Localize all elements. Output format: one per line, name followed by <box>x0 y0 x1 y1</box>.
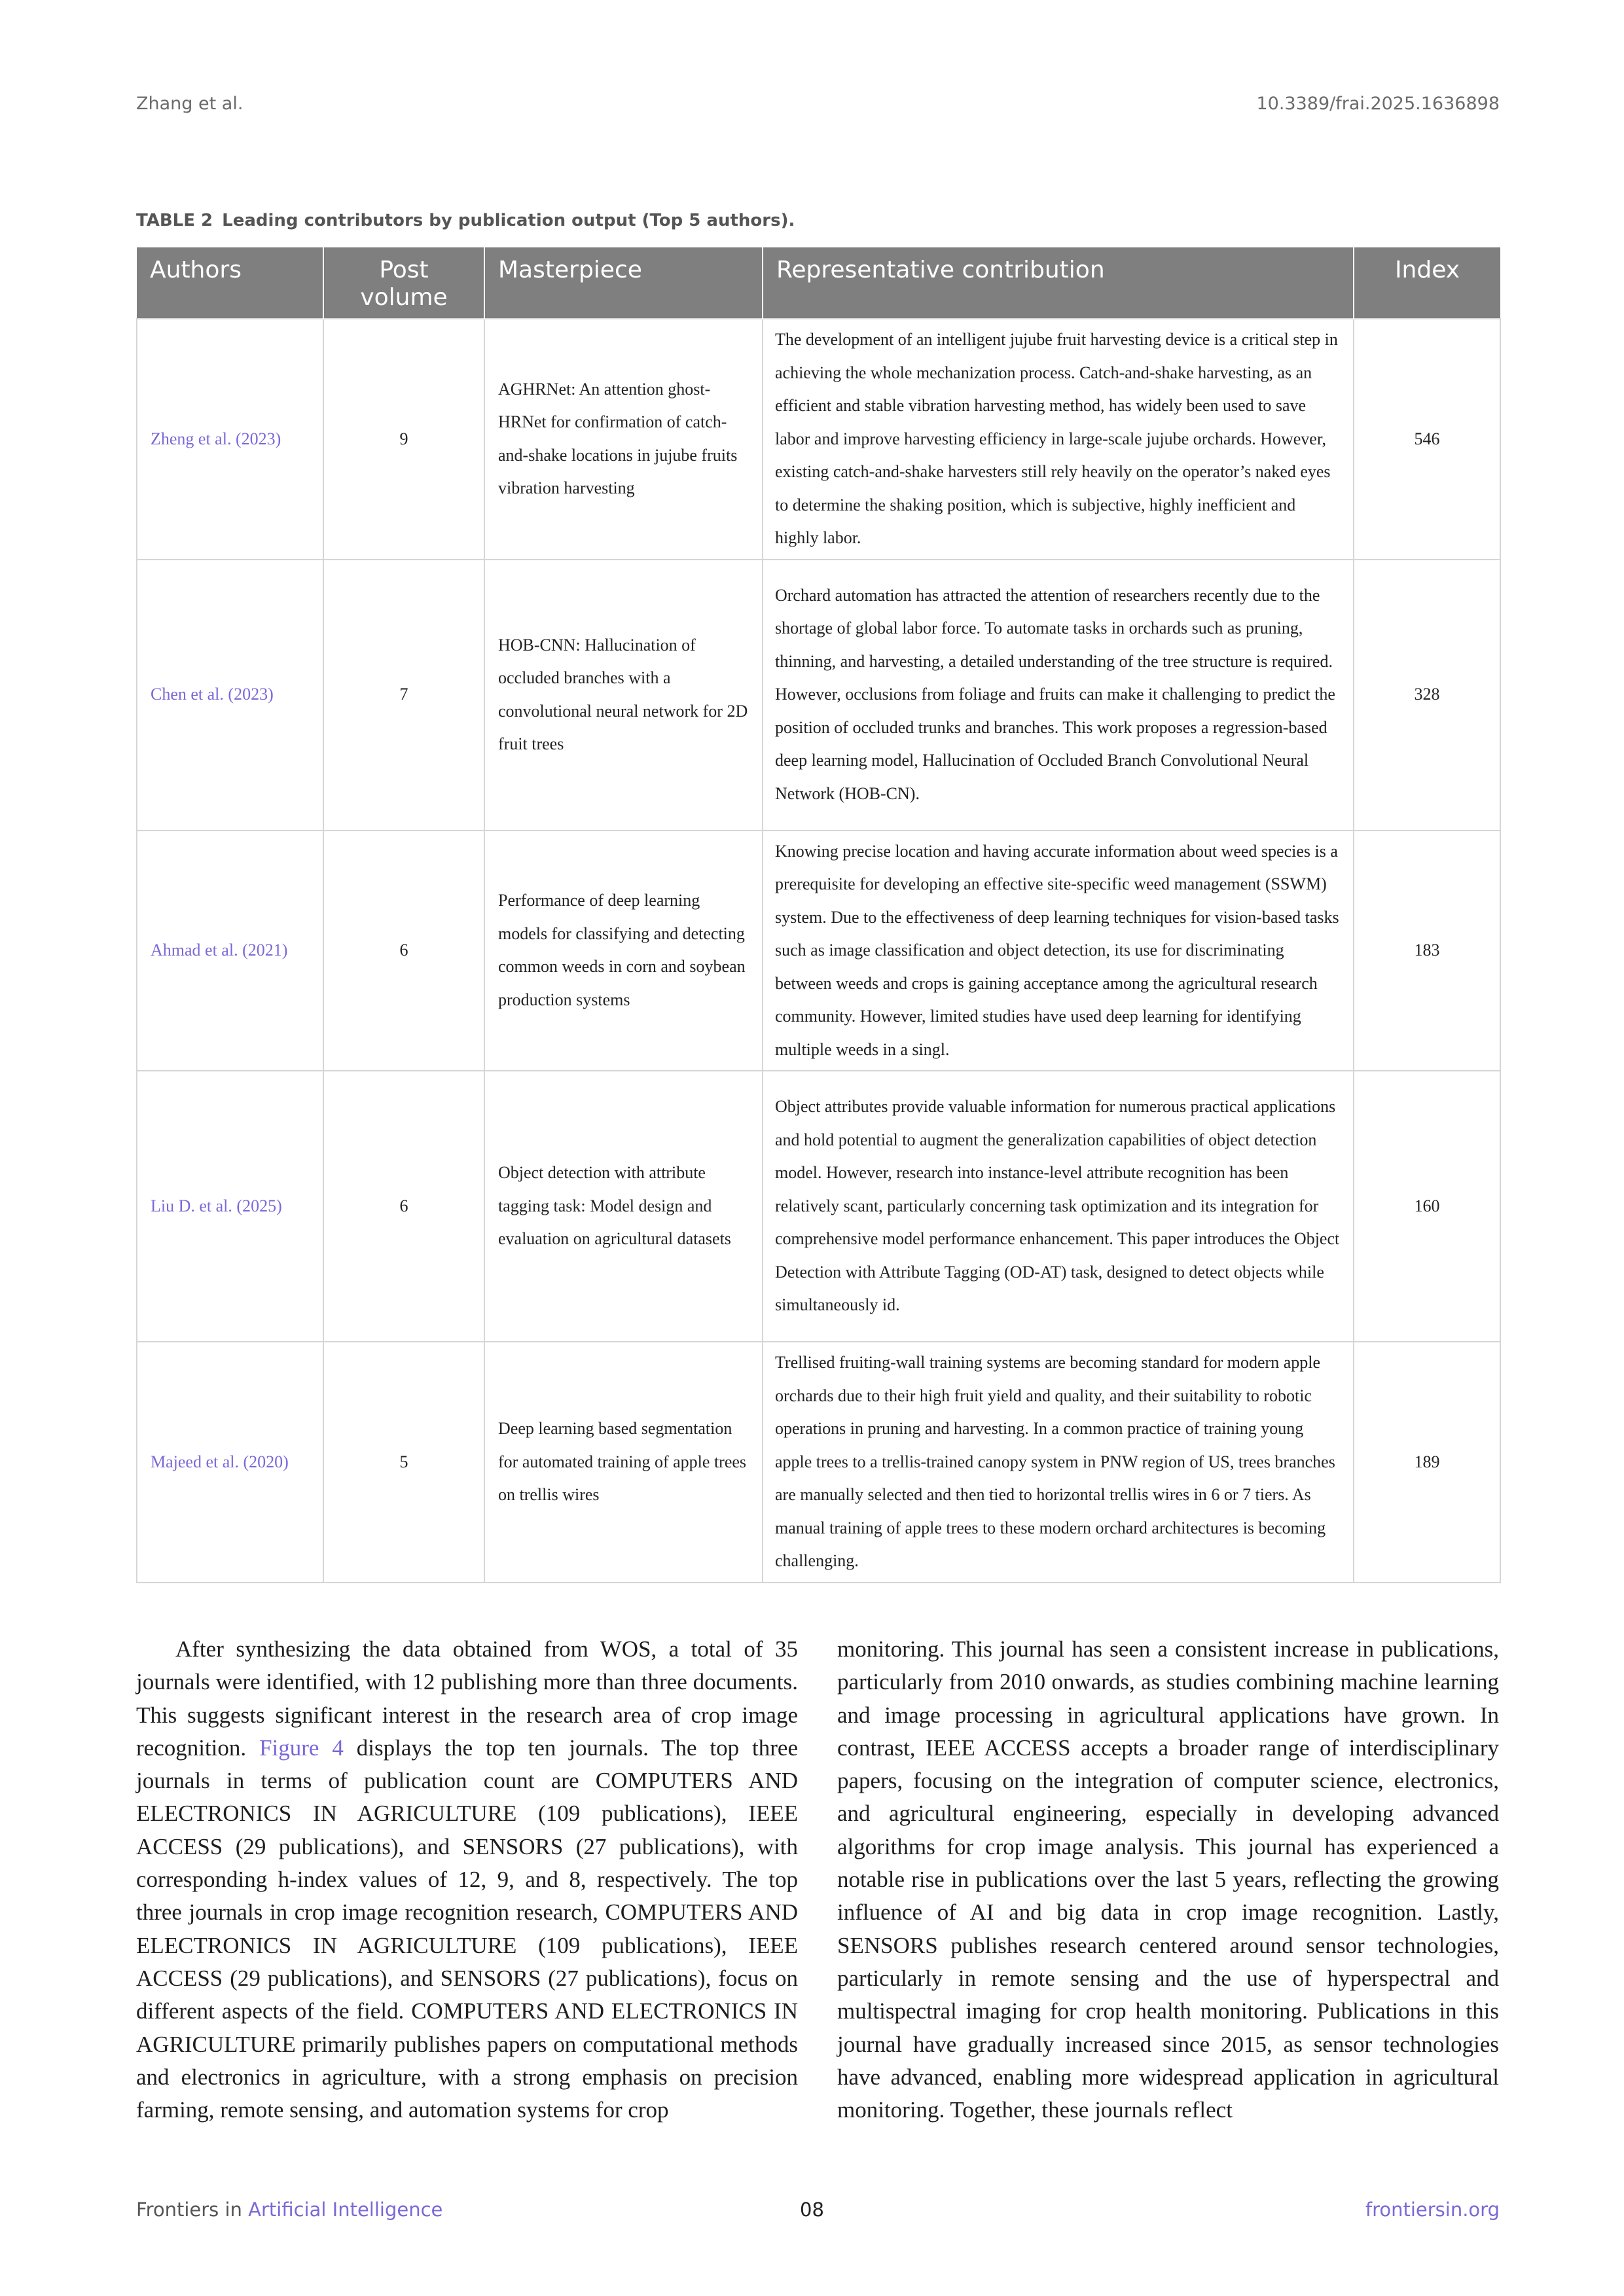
footer-journal-prefix: Frontiers in <box>136 2198 242 2221</box>
masterpiece-cell: Object detection with attribute tagging task: Model design and evaluation on agricultural datasets <box>484 1071 763 1342</box>
footer-site-link[interactable]: frontiersin.org <box>1365 2198 1500 2221</box>
table-row <box>137 1342 1500 1583</box>
body-text: After synthesizing the data obtained from WOS, a total of 35 journals were identified, with 12 publishing more than three documents. This suggests significant interest in the research area of crop image recognition. <box>136 1636 798 1761</box>
column-header-authors: Authors <box>137 247 323 319</box>
contribution-cell: The development of an intelligent jujube fruit harvesting device is a critical step in achieving the whole mechanization process. Catch-and-shake harvesting, as an efficient and stable vibration harvesting method, has widely been used to save labor and improve harvesting efficiency in large-scale jujube orchards. However, existing catch-and-shake harvesters still rely heavily on the operator’s naked eyes to determine the shaking position, which is subjective, highly inefficient and highly labor. <box>763 319 1354 560</box>
post-volume-cell: 9 <box>323 319 484 560</box>
body-text: displays the top ten journals. The top three journals in terms of publication count are COMPUTERS AND ELECTRONICS IN AGRICULTURE (109 publications), IEEE ACCESS (29 publications), and SENSORS (27 publications), with corresponding h-index values of 12, 9, and 8, respectively. The top three journals in crop image recognition research, COMPUTERS AND ELECTRONICS IN AGRICULTURE (109 publications), IEEE ACCESS (29 publications), and SENSORS (27 publications), focus on different aspects of the field. COMPUTERS AND ELECTRONICS IN AGRICULTURE primarily publishes papers on computational methods and electronics in agriculture, with a strong emphasis on precision farming, remote sensing, and automation systems for crop <box>136 1734 798 2123</box>
post-volume-cell: 5 <box>323 1342 484 1583</box>
author-link[interactable]: Ahmad et al. (2021) <box>137 831 323 1071</box>
index-cell: 546 <box>1354 319 1500 560</box>
body-column-right <box>837 1633 1499 2126</box>
post-volume-cell: 6 <box>323 831 484 1071</box>
author-link[interactable]: Zheng et al. (2023) <box>137 319 323 560</box>
table-row <box>137 1071 1500 1342</box>
column-header-post-volume: Post volume <box>323 247 484 319</box>
table-header-row <box>137 247 1500 319</box>
page-number: 08 <box>800 2198 824 2221</box>
footer-journal-name[interactable]: Artificial Intelligence <box>248 2198 443 2221</box>
body-paragraph <box>136 1633 798 2126</box>
post-volume-cell: 6 <box>323 1071 484 1342</box>
table-caption-label: TABLE 2 <box>136 211 213 230</box>
masterpiece-cell: Performance of deep learning models for classifying and detecting common weeds in corn and soybean production systems <box>484 831 763 1071</box>
table-row <box>137 319 1500 560</box>
masterpiece-cell: Deep learning based segmentation for automated training of apple trees on trellis wires <box>484 1342 763 1583</box>
table-row <box>137 560 1500 831</box>
index-cell: 328 <box>1354 560 1500 831</box>
body-paragraph: monitoring. This journal has seen a consistent increase in publications, particularly from 2010 onwards, as studies combining machine learning and image processing in agricultural applications have grown. In contrast, IEEE ACCESS accepts a broader range of interdisciplinary papers, focusing on the integration of computer science, electronics, and agricultural engineering, especially in developing advanced algorithms for crop image analysis. This journal has experienced a notable rise in publications over the last 5 years, reflecting the growing influence of AI and big data in crop image recognition. Lastly, SENSORS publishes research centered around sensor technologies, particularly in remote sensing and the use of hyperspectral and multispectral imaging for crop health monitoring. Publications in this journal have gradually increased since 2015, as sensor technologies have advanced, enabling more widespread application in agricultural monitoring. Together, these journals reflect <box>837 1636 1499 2123</box>
author-link[interactable]: Majeed et al. (2020) <box>137 1342 323 1583</box>
index-cell: 183 <box>1354 831 1500 1071</box>
figure-4-link[interactable]: Figure 4 <box>259 1734 344 1761</box>
contributors-table <box>136 247 1501 1583</box>
contribution-cell: Orchard automation has attracted the attention of researchers recently due to the shortage of global labor force. To automate tasks in orchards such as pruning, thinning, and harvesting, a detailed understanding of the tree structure is required. However, occlusions from foliage and fruits can make it challenging to predict the position of occluded trunks and branches. This work proposes a regression-based deep learning model, Hallucination of Occluded Branch Convolutional Neural Network (HOB-CN). <box>763 560 1354 831</box>
running-header-doi: 10.3389/frai.2025.1636898 <box>1256 94 1500 114</box>
masterpiece-cell: AGHRNet: An attention ghost-HRNet for confirmation of catch-and-shake locations in jujube fruits vibration harvesting <box>484 319 763 560</box>
author-link[interactable]: Liu D. et al. (2025) <box>137 1071 323 1342</box>
column-header-contribution: Representative contribution <box>763 247 1354 319</box>
contribution-cell: Knowing precise location and having accurate information about weed species is a prerequisite for developing an effective site-specific weed management (SSWM) system. Due to the effectiveness of deep learning techniques for vision-based tasks such as image classification and object detection, its use for discriminating between weeds and crops is gaining acceptance among the agricultural research community. However, limited studies have used deep learning for identifying multiple weeds in a singl. <box>763 831 1354 1071</box>
author-link[interactable]: Chen et al. (2023) <box>137 560 323 831</box>
post-volume-cell: 7 <box>323 560 484 831</box>
table-caption <box>136 211 795 230</box>
column-header-masterpiece: Masterpiece <box>484 247 763 319</box>
masterpiece-cell: HOB-CNN: Hallucination of occluded branches with a convolutional neural network for 2D fruit trees <box>484 560 763 831</box>
index-cell: 160 <box>1354 1071 1500 1342</box>
contribution-cell: Object attributes provide valuable information for numerous practical applications and hold potential to augment the generalization capabilities of object detection model. However, research into instance-level attribute recognition has been relatively scant, particularly concerning task optimization and its integration for comprehensive model performance enhancement. This paper introduces the Object Detection with Attribute Tagging (OD-AT) task, designed to detect objects while simultaneously id. <box>763 1071 1354 1342</box>
body-column-left <box>136 1633 798 2126</box>
index-cell: 189 <box>1354 1342 1500 1583</box>
table-row <box>137 831 1500 1071</box>
column-header-index: Index <box>1354 247 1500 319</box>
table-caption-text: Leading contributors by publication output (Top 5 authors). <box>222 211 795 230</box>
running-header-authors: Zhang et al. <box>136 94 244 114</box>
contribution-cell: Trellised fruiting-wall training systems are becoming standard for modern apple orchards due to their high fruit yield and quality, and their suitability to robotic operations in pruning and harvesting. In a common practice of training young apple trees to a trellis-trained canopy system in PNW region of US, trees branches are manually selected and then tied to horizontal trellis wires in 6 or 7 tiers. As manual training of apple trees to these modern orchard architectures is becoming challenging. <box>763 1342 1354 1583</box>
